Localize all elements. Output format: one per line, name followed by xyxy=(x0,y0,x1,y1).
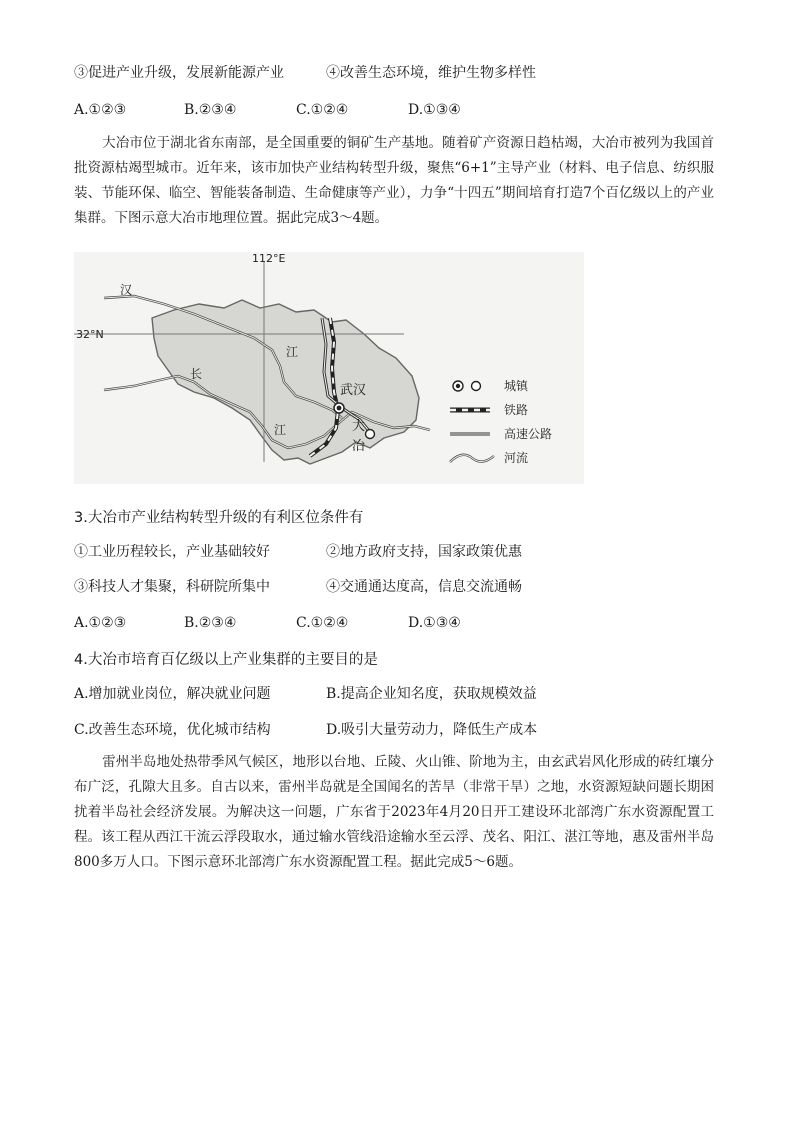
city-label-daye-1: 大 xyxy=(352,419,366,434)
q3-option-c[interactable]: C.①②④ xyxy=(296,615,349,631)
city-label-wuhan: 武汉 xyxy=(340,383,367,398)
prev-item-4: ④改善生态环境，维护生物多样性 xyxy=(326,65,536,81)
q3-item-1: ①工业历程较长，产业基础较好 xyxy=(74,544,270,560)
prev-option-c: C.①②④ xyxy=(296,102,349,118)
river-label-han-2: 江 xyxy=(286,345,299,359)
legend-river-label: 河流 xyxy=(504,451,529,465)
river-label-chang-1: 长 xyxy=(190,367,203,381)
q3-item-4: ④交通通达度高，信息交流通畅 xyxy=(326,579,522,595)
question-4-stem: 4.大冶市培育百亿级以上产业集群的主要目的是 xyxy=(74,652,378,668)
prev-option-b: B.②③④ xyxy=(184,102,237,118)
q4-option-c[interactable]: C.改善生态环境，优化城市结构 xyxy=(74,722,271,738)
q4-option-b[interactable]: B.提高企业知名度，获取规模效益 xyxy=(326,686,537,702)
prev-item-3: ③促进产业升级，发展新能源产业 xyxy=(74,65,284,81)
q3-item-3: ③科技人才集聚，科研院所集中 xyxy=(74,579,270,595)
passage-leizhou xyxy=(74,750,714,875)
river-label-han-1: 汉 xyxy=(120,283,133,297)
longitude-label: 112°E xyxy=(252,252,286,265)
passage-leizhou-text: 雷州半岛地处热带季风气候区，地形以台地、丘陵、火山锥、阶地为主，由玄武岩风化形成的砖红壤分布广泛，孔隙大且多。自古以来，雷州半岛就是全国闻名的苦旱（非常干旱）之地，水资源短缺问题长期困扰着半岛社会经济发展。为解决这一问题，广东省于2023年4月20日开工建设环北部湾广东水资源配置工程。该工程从西江干流云浮段取水，通过输水管线沿途输水至云浮、茂名、阳江、湛江等地，惠及雷州半岛800多万人口。下图示意环北部湾广东水资源配置工程。据此完成5～6题。 xyxy=(74,754,714,870)
q3-item-2: ②地方政府支持，国家政策优惠 xyxy=(326,544,522,560)
prev-option-a: A.①②③ xyxy=(74,102,127,118)
q4-option-a[interactable]: A.增加就业岗位，解决就业问题 xyxy=(74,686,271,702)
passage-daye-text: 大冶市位于湖北省东南部，是全国重要的铜矿生产基地。随着矿产资源日趋枯竭，大冶市被列为我国首批资源枯竭型城市。近年来，该市加快产业结构转型升级，聚焦“6+1”主导产业（材料、电子信息、纺织服装、节能环保、临空、智能装备制造、生命健康等产业），力争“十四五”期间培育打造7个百亿级以上的产业集群。下图示意大冶市地理位置。据此完成3～4题。 xyxy=(74,135,714,226)
prev-option-d: D.①③④ xyxy=(408,102,461,118)
city-label-daye-2: 冶 xyxy=(352,439,366,454)
legend-town-label: 城镇 xyxy=(504,379,529,393)
legend-highway-label: 高速公路 xyxy=(504,427,553,441)
q4-option-d[interactable]: D.吸引大量劳动力，降低生产成本 xyxy=(326,722,538,738)
legend-railway-label: 铁路 xyxy=(504,403,529,417)
q3-option-a[interactable]: A.①②③ xyxy=(74,615,127,631)
q3-option-b[interactable]: B.②③④ xyxy=(184,615,237,631)
passage-daye xyxy=(74,131,714,231)
daye-location-map xyxy=(74,252,584,484)
daye-town-marker xyxy=(366,430,375,439)
latitude-label: 32°N xyxy=(76,328,104,341)
map-svg xyxy=(74,252,584,484)
question-3-stem: 3.大冶市产业结构转型升级的有利区位条件有 xyxy=(74,510,364,526)
q3-option-d[interactable]: D.①③④ xyxy=(408,615,461,631)
river-label-chang-2: 江 xyxy=(274,423,287,437)
